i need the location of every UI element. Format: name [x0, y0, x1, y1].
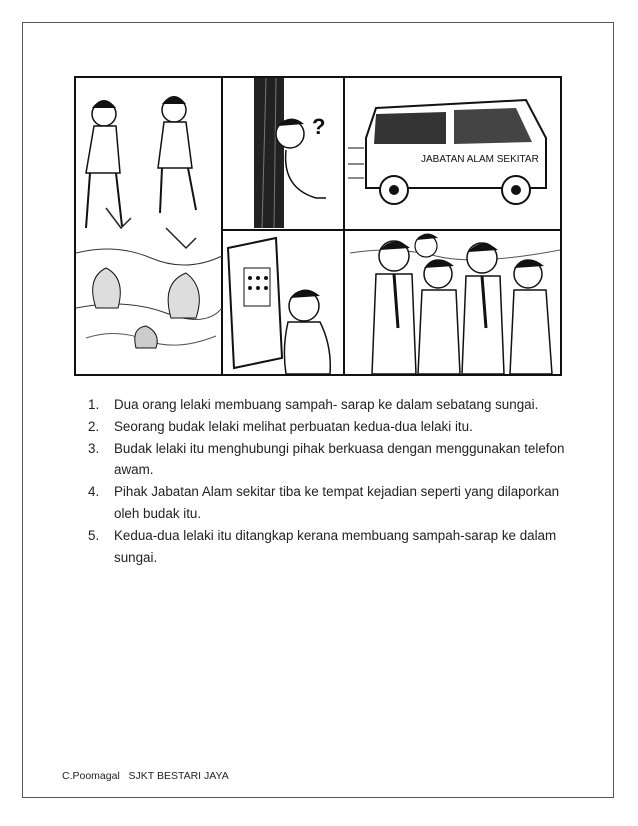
panel-van-arriving: [348, 100, 546, 204]
item-text: Pihak Jabatan Alam sekitar tiba ke tempat kejadian seperti yang dilaporkan oleh budak itu.: [114, 484, 560, 521]
item-text: Budak lelaki itu menghubungi pihak berkuasa dengan menggunakan telefon awam.: [114, 440, 565, 478]
list-item: [88, 416, 568, 438]
footer-school: SJKT BESTARI JAYA: [128, 770, 229, 782]
panel-dumping-rubbish: [76, 96, 222, 348]
item-text: Seorang budak lelaki melihat perbuatan kedua-dua lelaki itu.: [114, 418, 473, 434]
list-item: [88, 394, 568, 416]
list-item: [88, 525, 568, 569]
list-item: [88, 481, 568, 525]
list-item: [88, 438, 568, 482]
page-footer: [62, 770, 229, 782]
item-number: 1.: [88, 397, 100, 412]
item-number: 2.: [88, 418, 100, 434]
question-mark: ?: [312, 114, 326, 139]
panel-arrest: [350, 233, 560, 374]
comic-drawing: [76, 78, 560, 374]
van-lettering: JABATAN ALAM SEKITAR: [421, 154, 539, 165]
sentence-list: [88, 394, 568, 568]
item-text: Kedua-dua lelaki itu ditangkap kerana membuang sampah-sarap ke dalam sungai.: [114, 527, 557, 565]
panel-public-telephone: [228, 238, 330, 374]
panel-boy-watching: [254, 78, 326, 228]
footer-author: C.Poomagal: [62, 770, 120, 782]
comic-strip: [74, 76, 562, 376]
item-number: 3.: [88, 440, 100, 456]
item-number: 4.: [88, 484, 100, 500]
item-number: 5.: [88, 527, 100, 543]
item-text: Dua orang lelaki membuang sampah- sarap ke dalam sebatang sungai.: [114, 397, 539, 412]
